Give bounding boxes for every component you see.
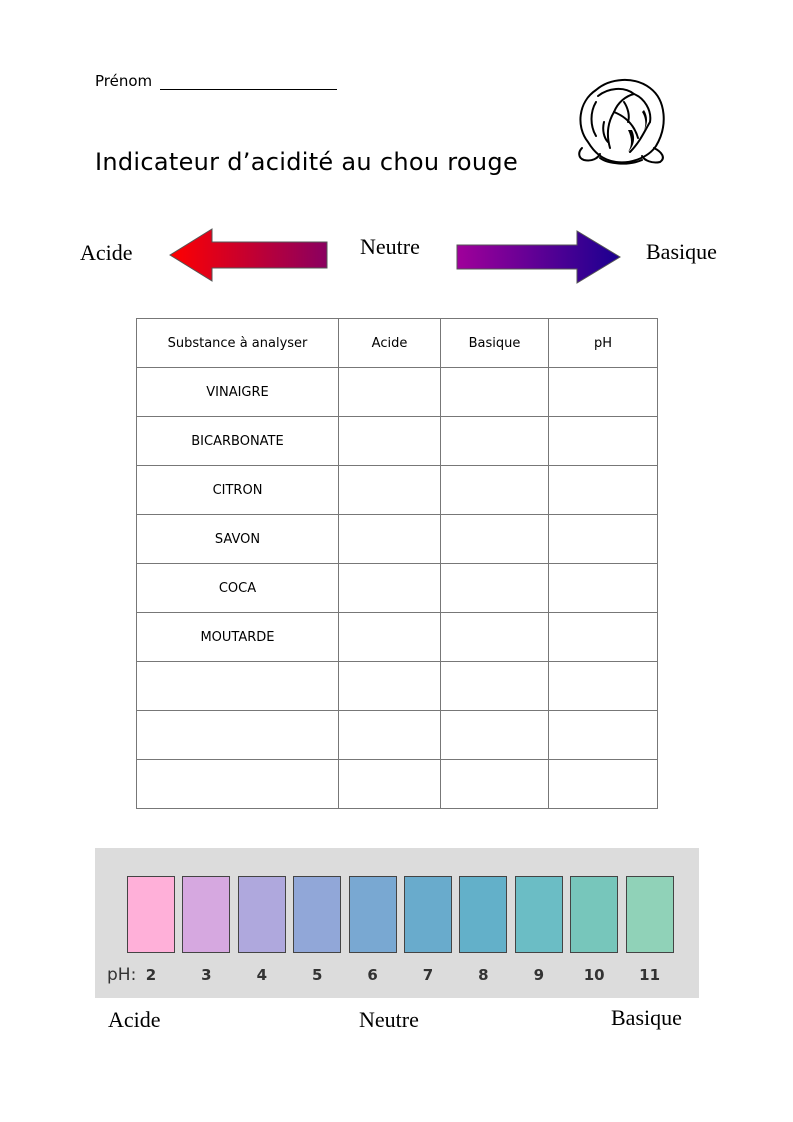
basique-cell[interactable] xyxy=(441,466,549,515)
ph-color-scale xyxy=(95,848,699,998)
ph-cell[interactable] xyxy=(549,711,658,760)
table-row xyxy=(137,515,658,564)
ph-swatch xyxy=(459,876,507,953)
ph-cell[interactable] xyxy=(549,564,658,613)
table-row xyxy=(137,613,658,662)
acide-cell[interactable] xyxy=(339,515,441,564)
ph-swatch xyxy=(570,876,618,953)
ph-value: 9 xyxy=(533,966,545,984)
table-header-row xyxy=(137,319,658,368)
ph-swatch xyxy=(127,876,175,953)
acide-cell[interactable] xyxy=(339,711,441,760)
header-acide: Acide xyxy=(339,319,441,368)
substance-cell[interactable] xyxy=(137,760,339,809)
ph-value: 11 xyxy=(639,966,661,984)
acide-cell[interactable] xyxy=(339,466,441,515)
page-title: Indicateur d’acidité au chou rouge xyxy=(95,148,519,176)
header-basique: Basique xyxy=(441,319,549,368)
acide-cell[interactable] xyxy=(339,417,441,466)
substance-cell: VINAIGRE xyxy=(137,368,339,417)
scale-label-acide: Acide xyxy=(108,1007,161,1032)
ph-value: 8 xyxy=(478,966,489,984)
basique-cell[interactable] xyxy=(441,662,549,711)
table-row xyxy=(137,662,658,711)
ph-swatch xyxy=(626,876,674,953)
ph-value: 6 xyxy=(367,966,378,984)
prenom-label: Prénom xyxy=(95,72,153,90)
scale-label-neutre: Neutre xyxy=(359,1007,419,1032)
acide-cell[interactable] xyxy=(339,662,441,711)
substance-cell: SAVON xyxy=(137,515,339,564)
prenom-input-line[interactable] xyxy=(160,89,337,90)
table-row xyxy=(137,760,658,809)
substance-table xyxy=(136,318,658,809)
acide-cell[interactable] xyxy=(339,564,441,613)
arrow-label-acide: Acide xyxy=(80,240,133,265)
ph-cell[interactable] xyxy=(549,368,658,417)
substance-cell: CITRON xyxy=(137,466,339,515)
table-row xyxy=(137,711,658,760)
table-row xyxy=(137,564,658,613)
arrow-label-neutre: Neutre xyxy=(360,234,420,259)
ph-swatch xyxy=(293,876,341,953)
ph-cell[interactable] xyxy=(549,417,658,466)
basique-cell[interactable] xyxy=(441,368,549,417)
ph-value: 10 xyxy=(583,966,605,984)
acide-cell[interactable] xyxy=(339,613,441,662)
acide-cell[interactable] xyxy=(339,760,441,809)
acid-arrow-icon xyxy=(168,227,330,285)
ph-value: 4 xyxy=(256,966,268,984)
ph-cell[interactable] xyxy=(549,662,658,711)
ph-swatch xyxy=(238,876,286,953)
ph-swatch xyxy=(182,876,230,953)
substance-cell[interactable] xyxy=(137,662,339,711)
ph-value: 3 xyxy=(201,966,212,984)
ph-value: 5 xyxy=(311,966,323,984)
arrow-label-basique: Basique xyxy=(646,239,717,264)
ph-value: 7 xyxy=(422,966,434,984)
ph-swatch xyxy=(349,876,397,953)
ph-cell[interactable] xyxy=(549,613,658,662)
ph-cell[interactable] xyxy=(549,760,658,809)
header-substance: Substance à analyser xyxy=(137,319,339,368)
table-row xyxy=(137,417,658,466)
ph-value: 2 xyxy=(145,966,157,984)
cabbage-icon xyxy=(568,72,672,170)
ph-cell[interactable] xyxy=(549,466,658,515)
basique-cell[interactable] xyxy=(441,613,549,662)
ph-cell[interactable] xyxy=(549,515,658,564)
basique-cell[interactable] xyxy=(441,417,549,466)
table-row xyxy=(137,368,658,417)
substance-cell: BICARBONATE xyxy=(137,417,339,466)
basique-cell[interactable] xyxy=(441,515,549,564)
basique-cell[interactable] xyxy=(441,564,549,613)
ph-swatch xyxy=(404,876,452,953)
table-row xyxy=(137,466,658,515)
substance-cell[interactable] xyxy=(137,711,339,760)
scale-label-basique: Basique xyxy=(611,1005,682,1030)
basique-cell[interactable] xyxy=(441,711,549,760)
substance-cell: MOUTARDE xyxy=(137,613,339,662)
ph-scale-label: pH: xyxy=(107,965,137,985)
acide-cell[interactable] xyxy=(339,368,441,417)
ph-swatch xyxy=(515,876,563,953)
base-arrow-icon xyxy=(455,229,623,287)
substance-cell: COCA xyxy=(137,564,339,613)
basique-cell[interactable] xyxy=(441,760,549,809)
header-ph: pH xyxy=(549,319,658,368)
